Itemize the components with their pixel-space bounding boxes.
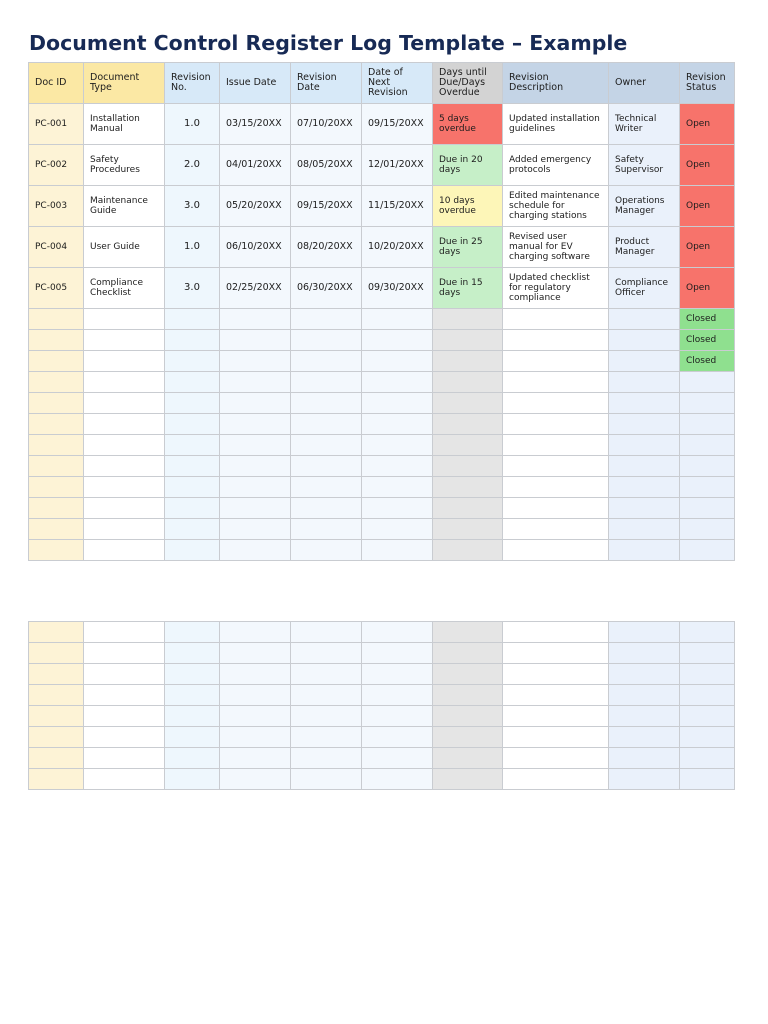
cell-doc-id[interactable]: PC-003 xyxy=(29,186,84,227)
cell-days-due[interactable] xyxy=(433,393,503,414)
cell-revision-no[interactable] xyxy=(165,748,220,769)
cell-revision-description[interactable] xyxy=(503,435,609,456)
cell-revision-description[interactable] xyxy=(503,393,609,414)
cell-revision-status[interactable] xyxy=(680,372,735,393)
table-row xyxy=(29,622,735,643)
cell-doc-type[interactable] xyxy=(84,351,165,372)
cell-issue-date[interactable]: 06/10/20XX xyxy=(220,227,291,268)
cell-doc-type[interactable] xyxy=(84,435,165,456)
cell-doc-id[interactable] xyxy=(29,435,84,456)
cell-revision-status[interactable] xyxy=(680,727,735,748)
cell-revision-date[interactable] xyxy=(291,498,362,519)
cell-next-revision[interactable] xyxy=(362,414,433,435)
cell-revision-date[interactable] xyxy=(291,664,362,685)
cell-issue-date[interactable] xyxy=(220,540,291,561)
cell-revision-no[interactable]: 3.0 xyxy=(165,186,220,227)
cell-revision-description[interactable] xyxy=(503,643,609,664)
cell-issue-date[interactable]: 02/25/20XX xyxy=(220,268,291,309)
cell-issue-date[interactable] xyxy=(220,664,291,685)
cell-days-due[interactable] xyxy=(433,748,503,769)
table-row xyxy=(29,372,735,393)
register-table-continued xyxy=(28,621,735,790)
cell-days-due[interactable] xyxy=(433,519,503,540)
cell-next-revision[interactable] xyxy=(362,727,433,748)
cell-days-due[interactable] xyxy=(433,664,503,685)
cell-issue-date[interactable] xyxy=(220,456,291,477)
cell-revision-no[interactable] xyxy=(165,498,220,519)
table-row xyxy=(29,351,735,372)
cell-issue-date[interactable] xyxy=(220,685,291,706)
blank-rows xyxy=(29,622,735,790)
cell-owner[interactable] xyxy=(609,309,680,330)
table-row xyxy=(29,330,735,351)
cell-issue-date[interactable] xyxy=(220,769,291,790)
cell-owner[interactable] xyxy=(609,498,680,519)
cell-revision-status[interactable]: Open xyxy=(680,268,735,309)
cell-owner[interactable]: Technical Writer xyxy=(609,104,680,145)
header-doc-type: Document Type xyxy=(84,63,165,104)
cell-next-revision[interactable] xyxy=(362,330,433,351)
cell-next-revision[interactable] xyxy=(362,685,433,706)
cell-days-due[interactable] xyxy=(433,643,503,664)
cell-doc-id[interactable] xyxy=(29,727,84,748)
cell-next-revision[interactable] xyxy=(362,393,433,414)
cell-doc-type[interactable]: Safety Procedures xyxy=(84,145,165,186)
cell-doc-type[interactable] xyxy=(84,727,165,748)
cell-next-revision[interactable] xyxy=(362,351,433,372)
cell-revision-no[interactable] xyxy=(165,643,220,664)
cell-doc-type[interactable] xyxy=(84,330,165,351)
cell-doc-type[interactable] xyxy=(84,685,165,706)
cell-doc-type[interactable]: Compliance Checklist xyxy=(84,268,165,309)
cell-revision-description[interactable]: Revised user manual for EV charging software xyxy=(503,227,609,268)
cell-next-revision[interactable] xyxy=(362,643,433,664)
header-issue-date: Issue Date xyxy=(220,63,291,104)
cell-revision-description[interactable] xyxy=(503,372,609,393)
cell-revision-no[interactable] xyxy=(165,769,220,790)
cell-issue-date[interactable] xyxy=(220,351,291,372)
cell-revision-no[interactable] xyxy=(165,540,220,561)
cell-issue-date[interactable] xyxy=(220,622,291,643)
cell-revision-status[interactable]: Open xyxy=(680,104,735,145)
cell-revision-status[interactable] xyxy=(680,498,735,519)
cell-next-revision[interactable] xyxy=(362,456,433,477)
cell-owner[interactable] xyxy=(609,727,680,748)
cell-days-due[interactable] xyxy=(433,769,503,790)
cell-doc-type[interactable] xyxy=(84,748,165,769)
cell-days-due[interactable]: 10 days overdue xyxy=(433,186,503,227)
cell-days-due[interactable] xyxy=(433,435,503,456)
cell-doc-id[interactable] xyxy=(29,414,84,435)
cell-revision-status[interactable]: Closed xyxy=(680,330,735,351)
cell-next-revision[interactable] xyxy=(362,372,433,393)
cell-issue-date[interactable]: 04/01/20XX xyxy=(220,145,291,186)
cell-doc-id[interactable] xyxy=(29,393,84,414)
cell-doc-type[interactable] xyxy=(84,706,165,727)
cell-revision-date[interactable] xyxy=(291,622,362,643)
cell-issue-date[interactable] xyxy=(220,330,291,351)
cell-revision-status[interactable] xyxy=(680,664,735,685)
cell-owner[interactable] xyxy=(609,435,680,456)
header-owner: Owner xyxy=(609,63,680,104)
cell-revision-date[interactable] xyxy=(291,748,362,769)
cell-doc-type[interactable] xyxy=(84,540,165,561)
cell-revision-no[interactable] xyxy=(165,456,220,477)
cell-doc-type[interactable] xyxy=(84,372,165,393)
cell-owner[interactable] xyxy=(609,414,680,435)
blank-rows xyxy=(29,372,735,561)
cell-issue-date[interactable] xyxy=(220,519,291,540)
cell-next-revision[interactable]: 09/15/20XX xyxy=(362,104,433,145)
cell-revision-no[interactable] xyxy=(165,393,220,414)
cell-revision-status[interactable]: Open xyxy=(680,145,735,186)
cell-revision-date[interactable] xyxy=(291,456,362,477)
cell-revision-description[interactable] xyxy=(503,414,609,435)
cell-issue-date[interactable] xyxy=(220,477,291,498)
cell-doc-type[interactable] xyxy=(84,622,165,643)
cell-doc-id[interactable] xyxy=(29,372,84,393)
cell-revision-status[interactable] xyxy=(680,519,735,540)
cell-doc-id[interactable] xyxy=(29,477,84,498)
cell-revision-status[interactable] xyxy=(680,769,735,790)
cell-revision-no[interactable] xyxy=(165,435,220,456)
cell-revision-no[interactable] xyxy=(165,477,220,498)
table-row xyxy=(29,309,735,330)
cell-revision-date[interactable] xyxy=(291,414,362,435)
cell-doc-type[interactable]: Maintenance Guide xyxy=(84,186,165,227)
cell-doc-type[interactable] xyxy=(84,664,165,685)
header-revision-no: Revision No. xyxy=(165,63,220,104)
cell-owner[interactable] xyxy=(609,330,680,351)
cell-revision-date[interactable] xyxy=(291,477,362,498)
cell-issue-date[interactable] xyxy=(220,309,291,330)
cell-revision-date[interactable] xyxy=(291,727,362,748)
cell-days-due[interactable]: Due in 15 days xyxy=(433,268,503,309)
cell-owner[interactable] xyxy=(609,769,680,790)
cell-revision-date[interactable] xyxy=(291,540,362,561)
cell-revision-status[interactable] xyxy=(680,748,735,769)
cell-doc-id[interactable] xyxy=(29,351,84,372)
cell-next-revision[interactable] xyxy=(362,519,433,540)
cell-owner[interactable] xyxy=(609,519,680,540)
cell-days-due[interactable] xyxy=(433,498,503,519)
cell-revision-date[interactable] xyxy=(291,330,362,351)
cell-revision-date[interactable] xyxy=(291,519,362,540)
cell-days-due[interactable] xyxy=(433,622,503,643)
cell-days-due[interactable]: Due in 20 days xyxy=(433,145,503,186)
cell-revision-description[interactable] xyxy=(503,540,609,561)
cell-issue-date[interactable]: 03/15/20XX xyxy=(220,104,291,145)
cell-doc-id[interactable] xyxy=(29,643,84,664)
cell-issue-date[interactable] xyxy=(220,414,291,435)
cell-next-revision[interactable] xyxy=(362,435,433,456)
page-title: Document Control Register Log Template – Example xyxy=(29,31,628,55)
cell-next-revision[interactable] xyxy=(362,498,433,519)
cell-revision-status[interactable]: Closed xyxy=(680,351,735,372)
header-revision-date: Revision Date xyxy=(291,63,362,104)
cell-issue-date[interactable] xyxy=(220,643,291,664)
cell-next-revision[interactable]: 09/30/20XX xyxy=(362,268,433,309)
cell-next-revision[interactable] xyxy=(362,622,433,643)
cell-revision-date[interactable] xyxy=(291,435,362,456)
cell-revision-no[interactable] xyxy=(165,351,220,372)
cell-owner[interactable] xyxy=(609,643,680,664)
cell-doc-id[interactable] xyxy=(29,706,84,727)
cell-days-due[interactable] xyxy=(433,309,503,330)
cell-days-due[interactable] xyxy=(433,540,503,561)
cell-revision-date[interactable] xyxy=(291,769,362,790)
cell-revision-description[interactable] xyxy=(503,456,609,477)
cell-revision-description[interactable] xyxy=(503,727,609,748)
cell-revision-status[interactable]: Closed xyxy=(680,309,735,330)
cell-doc-id[interactable]: PC-005 xyxy=(29,268,84,309)
header-days-due: Days until Due/Days Overdue xyxy=(433,63,503,104)
cell-doc-id[interactable] xyxy=(29,622,84,643)
cell-revision-description[interactable] xyxy=(503,330,609,351)
table-row xyxy=(29,268,735,309)
cell-revision-status[interactable] xyxy=(680,706,735,727)
cell-doc-id[interactable] xyxy=(29,309,84,330)
cell-revision-date[interactable] xyxy=(291,643,362,664)
cell-owner[interactable] xyxy=(609,477,680,498)
cell-revision-no[interactable]: 3.0 xyxy=(165,268,220,309)
cell-issue-date[interactable] xyxy=(220,706,291,727)
cell-revision-description[interactable] xyxy=(503,498,609,519)
cell-revision-status[interactable] xyxy=(680,456,735,477)
cell-revision-description[interactable] xyxy=(503,706,609,727)
cell-revision-no[interactable] xyxy=(165,519,220,540)
cell-revision-no[interactable] xyxy=(165,414,220,435)
cell-doc-type[interactable] xyxy=(84,309,165,330)
cell-days-due[interactable] xyxy=(433,727,503,748)
table-row xyxy=(29,456,735,477)
cell-days-due[interactable]: Due in 25 days xyxy=(433,227,503,268)
cell-doc-id[interactable] xyxy=(29,748,84,769)
cell-owner[interactable] xyxy=(609,685,680,706)
cell-revision-description[interactable] xyxy=(503,748,609,769)
cell-owner[interactable] xyxy=(609,351,680,372)
cell-doc-type[interactable]: User Guide xyxy=(84,227,165,268)
cell-revision-description[interactable] xyxy=(503,769,609,790)
table-row xyxy=(29,435,735,456)
cell-issue-date[interactable] xyxy=(220,435,291,456)
cell-revision-description[interactable]: Edited maintenance schedule for charging stations xyxy=(503,186,609,227)
cell-revision-date[interactable]: 08/20/20XX xyxy=(291,227,362,268)
header-next-revision: Date of Next Revision xyxy=(362,63,433,104)
cell-revision-status[interactable] xyxy=(680,393,735,414)
table-row xyxy=(29,664,735,685)
cell-revision-date[interactable] xyxy=(291,706,362,727)
cell-next-revision[interactable] xyxy=(362,477,433,498)
cell-days-due[interactable] xyxy=(433,414,503,435)
header-revision-description: Revision Description xyxy=(503,63,609,104)
cell-revision-description[interactable] xyxy=(503,622,609,643)
cell-doc-id[interactable] xyxy=(29,456,84,477)
cell-revision-status[interactable] xyxy=(680,435,735,456)
cell-issue-date[interactable]: 05/20/20XX xyxy=(220,186,291,227)
table-row xyxy=(29,540,735,561)
table-row xyxy=(29,477,735,498)
cell-doc-id[interactable] xyxy=(29,664,84,685)
cell-revision-date[interactable] xyxy=(291,393,362,414)
cell-doc-id[interactable] xyxy=(29,769,84,790)
cell-revision-no[interactable]: 2.0 xyxy=(165,145,220,186)
cell-issue-date[interactable] xyxy=(220,498,291,519)
cell-owner[interactable] xyxy=(609,706,680,727)
cell-revision-status[interactable] xyxy=(680,622,735,643)
cell-owner[interactable] xyxy=(609,393,680,414)
table-row xyxy=(29,104,735,145)
cell-doc-type[interactable] xyxy=(84,456,165,477)
cell-doc-id[interactable] xyxy=(29,330,84,351)
cell-revision-no[interactable] xyxy=(165,372,220,393)
cell-next-revision[interactable] xyxy=(362,769,433,790)
cell-doc-type[interactable]: Installation Manual xyxy=(84,104,165,145)
cell-doc-id[interactable] xyxy=(29,498,84,519)
cell-owner[interactable]: Safety Supervisor xyxy=(609,145,680,186)
header-row xyxy=(29,63,735,104)
cell-revision-date[interactable]: 09/15/20XX xyxy=(291,186,362,227)
cell-revision-no[interactable] xyxy=(165,706,220,727)
cell-revision-status[interactable] xyxy=(680,414,735,435)
register-table xyxy=(28,62,735,561)
cell-revision-description[interactable] xyxy=(503,351,609,372)
table-row xyxy=(29,414,735,435)
cell-doc-id[interactable]: PC-002 xyxy=(29,145,84,186)
cell-revision-no[interactable] xyxy=(165,685,220,706)
cell-doc-id[interactable] xyxy=(29,685,84,706)
table-row xyxy=(29,227,735,268)
table-row xyxy=(29,393,735,414)
table-row xyxy=(29,727,735,748)
cell-owner[interactable]: Compliance Officer xyxy=(609,268,680,309)
table-row xyxy=(29,706,735,727)
cell-revision-no[interactable] xyxy=(165,727,220,748)
cell-next-revision[interactable] xyxy=(362,748,433,769)
cell-issue-date[interactable] xyxy=(220,372,291,393)
cell-doc-id[interactable] xyxy=(29,540,84,561)
cell-issue-date[interactable] xyxy=(220,727,291,748)
cell-doc-type[interactable] xyxy=(84,477,165,498)
header-revision-status: Revision Status xyxy=(680,63,735,104)
cell-revision-status[interactable] xyxy=(680,685,735,706)
cell-revision-description[interactable] xyxy=(503,477,609,498)
cell-revision-description[interactable] xyxy=(503,685,609,706)
cell-revision-date[interactable]: 07/10/20XX xyxy=(291,104,362,145)
cell-revision-date[interactable] xyxy=(291,685,362,706)
cell-revision-date[interactable] xyxy=(291,309,362,330)
cell-revision-no[interactable]: 1.0 xyxy=(165,104,220,145)
cell-owner[interactable] xyxy=(609,540,680,561)
cell-revision-date[interactable] xyxy=(291,351,362,372)
cell-revision-description[interactable] xyxy=(503,664,609,685)
cell-doc-type[interactable] xyxy=(84,519,165,540)
table-row xyxy=(29,498,735,519)
cell-revision-status[interactable]: Open xyxy=(680,186,735,227)
cell-doc-id[interactable]: PC-004 xyxy=(29,227,84,268)
cell-next-revision[interactable] xyxy=(362,706,433,727)
cell-days-due[interactable] xyxy=(433,372,503,393)
cell-days-due[interactable] xyxy=(433,685,503,706)
cell-revision-no[interactable] xyxy=(165,330,220,351)
cell-doc-type[interactable] xyxy=(84,414,165,435)
cell-doc-id[interactable] xyxy=(29,519,84,540)
cell-revision-no[interactable]: 1.0 xyxy=(165,227,220,268)
table-row xyxy=(29,643,735,664)
cell-days-due[interactable] xyxy=(433,330,503,351)
cell-doc-type[interactable] xyxy=(84,498,165,519)
cell-days-due[interactable] xyxy=(433,456,503,477)
cell-doc-type[interactable] xyxy=(84,393,165,414)
cell-next-revision[interactable]: 12/01/20XX xyxy=(362,145,433,186)
cell-revision-status[interactable] xyxy=(680,477,735,498)
cell-revision-no[interactable] xyxy=(165,622,220,643)
table-row xyxy=(29,769,735,790)
cell-revision-description[interactable]: Added emergency protocols xyxy=(503,145,609,186)
cell-owner[interactable] xyxy=(609,748,680,769)
table-row xyxy=(29,186,735,227)
cell-owner[interactable]: Product Manager xyxy=(609,227,680,268)
cell-next-revision[interactable] xyxy=(362,309,433,330)
cell-revision-no[interactable] xyxy=(165,309,220,330)
cell-owner[interactable] xyxy=(609,622,680,643)
cell-doc-type[interactable] xyxy=(84,769,165,790)
cell-revision-date[interactable] xyxy=(291,372,362,393)
table-row xyxy=(29,685,735,706)
table-row xyxy=(29,145,735,186)
cell-issue-date[interactable] xyxy=(220,748,291,769)
cell-revision-date[interactable]: 08/05/20XX xyxy=(291,145,362,186)
cell-next-revision[interactable] xyxy=(362,540,433,561)
cell-revision-description[interactable]: Updated checklist for regulatory compliance xyxy=(503,268,609,309)
header-doc-id: Doc ID xyxy=(29,63,84,104)
cell-revision-status[interactable]: Open xyxy=(680,227,735,268)
cell-owner[interactable] xyxy=(609,664,680,685)
cell-revision-description[interactable]: Updated installation guidelines xyxy=(503,104,609,145)
cell-next-revision[interactable]: 11/15/20XX xyxy=(362,186,433,227)
cell-revision-status[interactable] xyxy=(680,540,735,561)
cell-revision-description[interactable] xyxy=(503,519,609,540)
cell-owner[interactable] xyxy=(609,372,680,393)
table-row xyxy=(29,519,735,540)
cell-owner[interactable]: Operations Manager xyxy=(609,186,680,227)
table-row xyxy=(29,748,735,769)
cell-revision-date[interactable]: 06/30/20XX xyxy=(291,268,362,309)
cell-next-revision[interactable] xyxy=(362,664,433,685)
cell-days-due[interactable] xyxy=(433,706,503,727)
cell-owner[interactable] xyxy=(609,456,680,477)
cell-doc-type[interactable] xyxy=(84,643,165,664)
cell-next-revision[interactable]: 10/20/20XX xyxy=(362,227,433,268)
cell-revision-no[interactable] xyxy=(165,664,220,685)
cell-issue-date[interactable] xyxy=(220,393,291,414)
cell-days-due[interactable] xyxy=(433,351,503,372)
cell-days-due[interactable] xyxy=(433,477,503,498)
cell-days-due[interactable]: 5 days overdue xyxy=(433,104,503,145)
cell-revision-description[interactable] xyxy=(503,309,609,330)
cell-revision-status[interactable] xyxy=(680,643,735,664)
cell-doc-id[interactable]: PC-001 xyxy=(29,104,84,145)
